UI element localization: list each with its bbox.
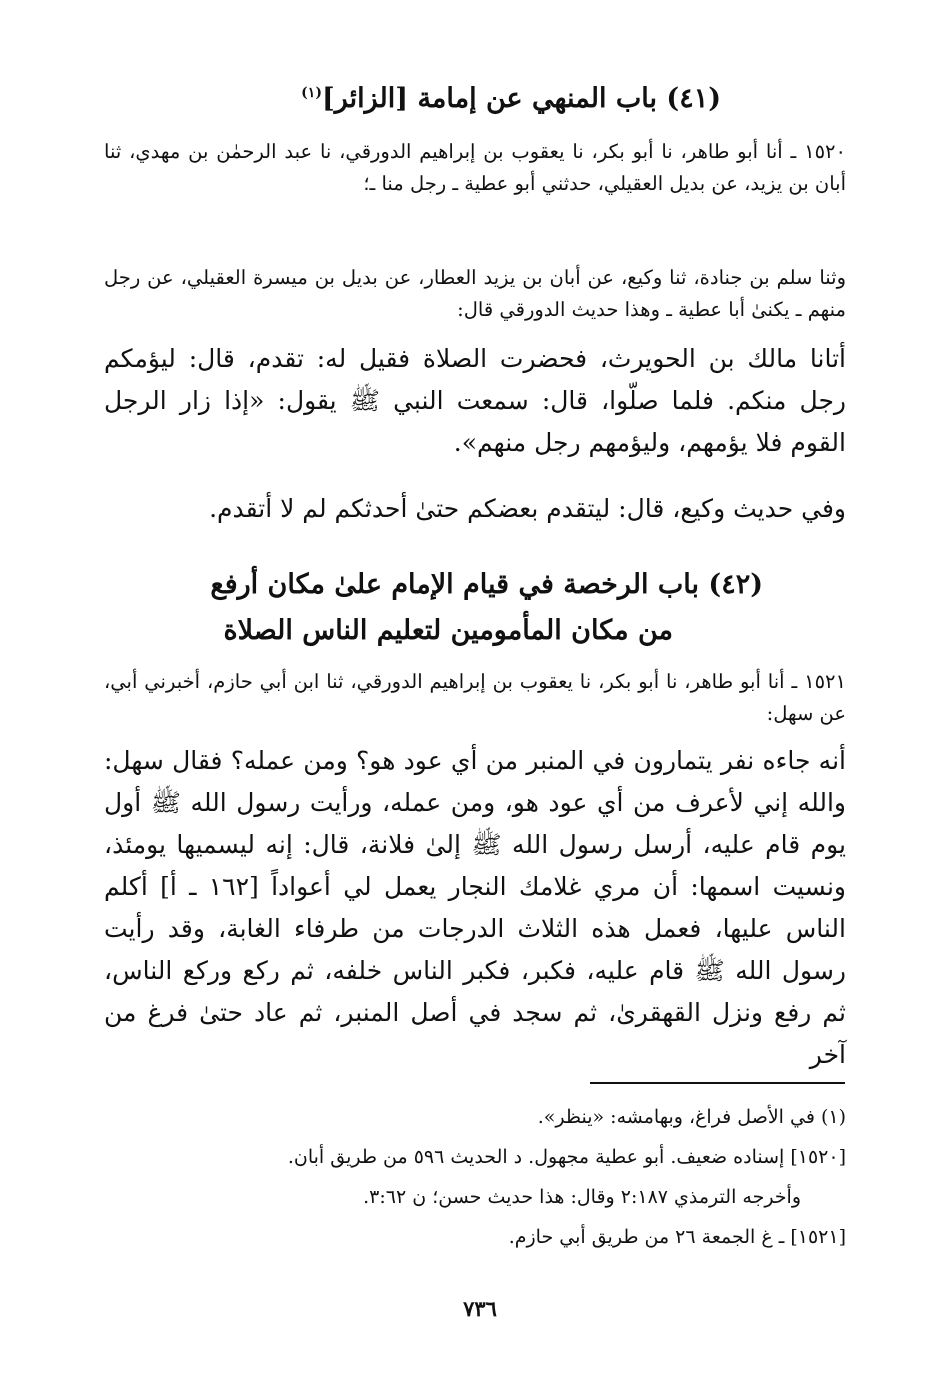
chapter-heading-42-line-1: (٤٢) باب الرخصة في قيام الإمام علىٰ مكان أرفع bbox=[210, 569, 763, 600]
footnote-ref-1: (١) bbox=[301, 85, 322, 101]
chapter-heading-41 bbox=[301, 80, 721, 118]
footnote-1520-b: وأخرجه الترمذي ٢:١٨٧ وقال: هذا حديث حسن؛ ن ٣:٦٢. bbox=[363, 1186, 801, 1208]
hadith-1520-isnad: ١٥٢٠ ـ أنا أبو طاهر، نا أبو بكر، نا يعقوب بن إبراهيم الدورقي، نا عبد الرحمٰن بن مهدي، ثنا أبان بن يزيد، عن بديل العقيلي، حدثني أبو عطية ـ رجل منا ـ؛ bbox=[104, 140, 846, 195]
footnote-separator bbox=[590, 1082, 845, 1084]
chapter-heading-42-line-2: من مكان المأمومين لتعليم الناس الصلاة bbox=[223, 615, 673, 646]
hadith-1521-matn: أنه جاءه نفر يتمارون في المنبر من أي عود هو؟ ومن عمله؟ فقال سهل: والله إني لأعرف من أي عود هو، ومن عمله، ورأيت رسول الله ﷺ أول يوم قام عليه، أرسل رسول الله ﷺ إلىٰ فلانة، قال: إنه ليسميها يومئذ، ونسيت اسمها: أن مري غلامك النجار يعمل لي أعواداً [١٦٢ ـ أ] أكلم الناس عليها، فعمل هذه الثلاث الدرجات من طرفاء الغابة، وقد رأيت رسول الله ﷺ قام عليه، فكبر، فكبر الناس خلفه، ثم ركع وركع الناس، ثم رفع ونزل القهقرىٰ، ثم سجد في أصل المنبر، ثم عاد حتىٰ فرغ من آخر bbox=[104, 746, 846, 1069]
chapter-heading-41-text: (٤١) باب المنهي عن إمامة [الزائر] bbox=[321, 83, 721, 114]
hadith-1521-isnad: ١٥٢١ ـ أنا أبو طاهر، نا أبو بكر، نا يعقوب بن إبراهيم الدورقي، ثنا ابن أبي حازم، أخبرني أبي، عن سهل: bbox=[104, 670, 846, 725]
hadith-1520-addendum: وفي حديث وكيع، قال: ليتقدم بعضكم حتىٰ أحدثكم لم لا أتقدم. bbox=[209, 494, 846, 523]
footnote-1: (١) في الأصل فراغ، وبهامشه: «ينظر». bbox=[537, 1106, 846, 1128]
hadith-1520-isnad-2: وثنا سلم بن جنادة، ثنا وكيع، عن أبان بن يزيد العطار، عن بديل بن ميسرة العقيلي، عن رجل منهم ـ يكنىٰ أبا عطية ـ وهذا حديث الدورقي قال: bbox=[104, 266, 846, 321]
footnote-1521: [١٥٢١] ـ غ الجمعة ٢٦ من طريق أبي حازم. bbox=[508, 1226, 846, 1248]
page-number: ٧٣٦ bbox=[463, 1296, 497, 1321]
hadith-1520-matn: أتانا مالك بن الحويرث، فحضرت الصلاة فقيل له: تقدم، قال: ليؤمكم رجل منكم. فلما صلّوا، قال: سمعت النبي ﷺ يقول: «إذا زار الرجل القوم فلا يؤمهم، وليؤمهم رجل منهم». bbox=[104, 344, 846, 457]
footnote-1520-a: [١٥٢٠] إسناده ضعيف. أبو عطية مجهول. د الحديث ٥٩٦ من طريق أبان. bbox=[287, 1146, 846, 1168]
